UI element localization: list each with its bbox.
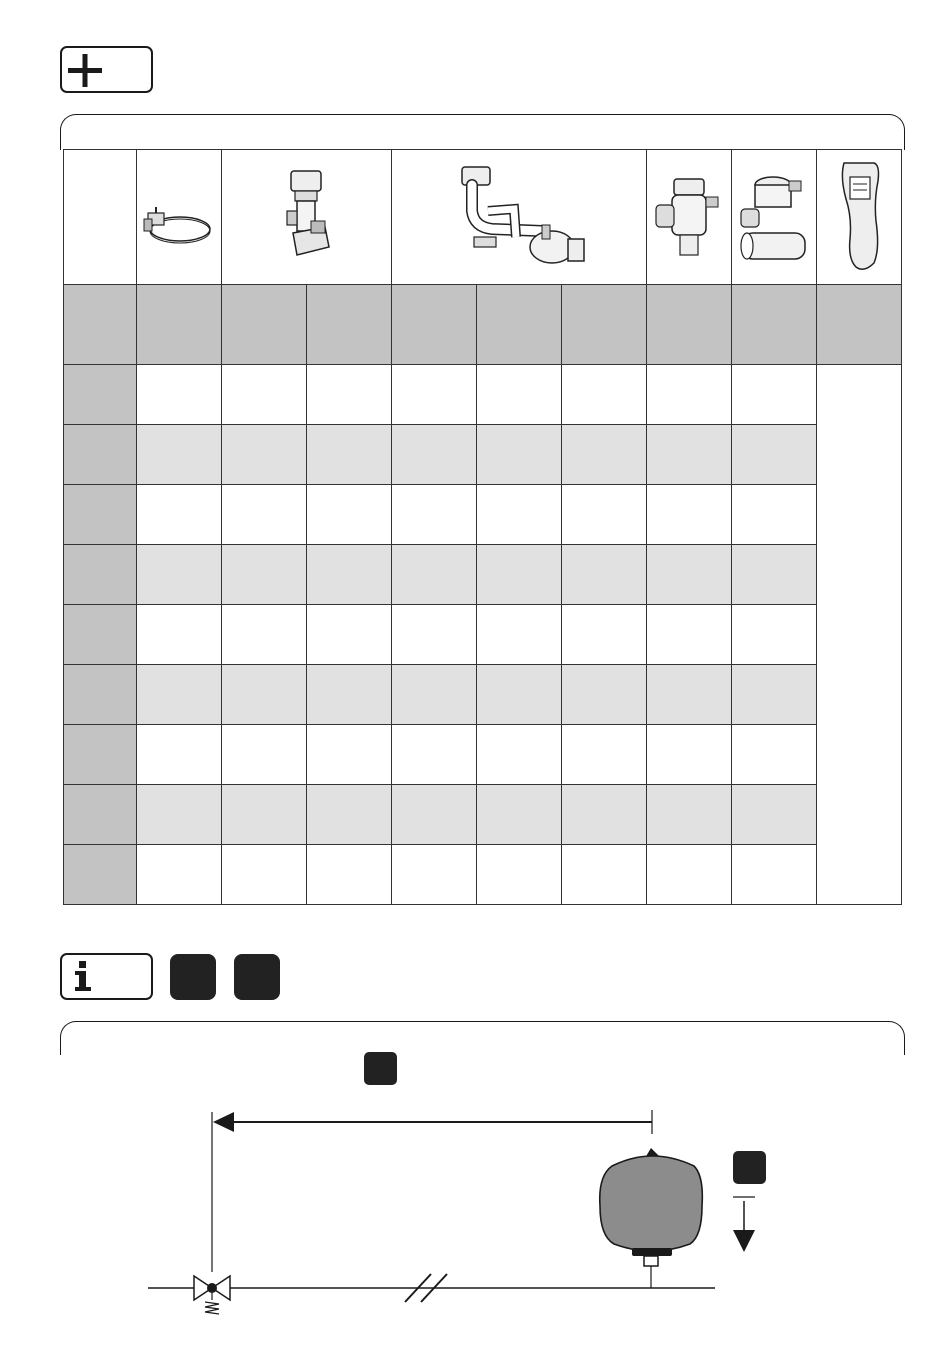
header-cell xyxy=(137,285,222,365)
table-cell xyxy=(392,365,477,425)
pic-cell-pipe-clamp xyxy=(137,150,222,285)
row-label-cell xyxy=(64,365,137,425)
header-cell xyxy=(307,285,392,365)
plus-icon xyxy=(62,48,152,92)
accessories-frame xyxy=(60,114,905,150)
table-cell xyxy=(732,365,817,425)
table-cell xyxy=(392,665,477,725)
header-cell xyxy=(222,285,307,365)
table-cell xyxy=(137,725,222,785)
table-cell xyxy=(477,605,562,665)
table-row xyxy=(64,425,902,485)
table-row xyxy=(64,605,902,665)
table-row xyxy=(64,365,902,425)
table-cell xyxy=(137,665,222,725)
table-cell xyxy=(137,365,222,425)
table-cell xyxy=(562,545,647,605)
info-icon xyxy=(62,955,152,999)
table-cell xyxy=(647,485,732,545)
row-label-cell xyxy=(64,545,137,605)
corner-cell xyxy=(64,150,137,285)
valve-icon xyxy=(194,1276,230,1314)
table-row xyxy=(64,485,902,545)
table-cell xyxy=(137,545,222,605)
table-cell xyxy=(562,725,647,785)
header-cell xyxy=(817,285,902,365)
row-label-cell xyxy=(64,845,137,905)
pipe-connection-kit-icon xyxy=(392,151,646,281)
table-row xyxy=(64,845,902,905)
table-cell xyxy=(307,545,392,605)
table-cell xyxy=(732,545,817,605)
table-cell xyxy=(222,605,307,665)
table-cell xyxy=(307,425,392,485)
row-label-cell xyxy=(64,485,137,545)
table-cell xyxy=(562,845,647,905)
table-cell xyxy=(647,425,732,485)
table-cell xyxy=(477,425,562,485)
table-cell xyxy=(222,365,307,425)
row-label-cell xyxy=(64,605,137,665)
row-label-cell xyxy=(64,425,137,485)
table-cell xyxy=(477,725,562,785)
info-icon-box xyxy=(60,953,153,1000)
table-cell xyxy=(137,425,222,485)
table-cell xyxy=(732,485,817,545)
table-cell xyxy=(562,425,647,485)
table-cell xyxy=(647,365,732,425)
picture-row xyxy=(64,150,902,285)
table-cell xyxy=(392,785,477,845)
table-cell xyxy=(647,785,732,845)
table-cell xyxy=(562,665,647,725)
table-row xyxy=(64,665,902,725)
header-row xyxy=(64,285,902,365)
table-cell xyxy=(137,845,222,905)
table-cell xyxy=(647,845,732,905)
table-cell xyxy=(647,545,732,605)
flow-fitting-icon xyxy=(733,151,815,281)
installation-frame xyxy=(60,1021,905,1055)
table-cell xyxy=(307,725,392,785)
header-cell xyxy=(732,285,817,365)
header-cell xyxy=(477,285,562,365)
table-cell xyxy=(732,785,817,845)
table-row xyxy=(64,725,902,785)
row-label-cell xyxy=(64,665,137,725)
pic-cell-pipe-connection-kit xyxy=(392,150,647,285)
table-cell xyxy=(392,725,477,785)
table-cell xyxy=(477,485,562,545)
table-cell xyxy=(307,485,392,545)
table-cell xyxy=(647,725,732,785)
table-cell xyxy=(137,605,222,665)
pic-cell-angle-valve xyxy=(222,150,392,285)
table-cell xyxy=(222,725,307,785)
table-cell xyxy=(732,605,817,665)
expansion-vessel-icon xyxy=(600,1148,703,1288)
table-cell xyxy=(477,845,562,905)
merged-gauge-cell xyxy=(817,365,902,905)
height-arrow-head xyxy=(733,1230,755,1252)
table-cell xyxy=(307,665,392,725)
table-cell xyxy=(307,365,392,425)
table-cell xyxy=(307,845,392,905)
table-cell xyxy=(222,665,307,725)
header-cell xyxy=(562,285,647,365)
table-cell xyxy=(562,785,647,845)
pressure-gauge-icon xyxy=(818,151,900,281)
table-cell xyxy=(222,425,307,485)
table-cell xyxy=(562,605,647,665)
table-cell xyxy=(392,545,477,605)
row-label-cell xyxy=(64,725,137,785)
table-cell xyxy=(392,605,477,665)
table-cell xyxy=(562,365,647,425)
table-cell xyxy=(732,845,817,905)
step-chip xyxy=(170,954,216,1000)
table-cell xyxy=(477,545,562,605)
step-chip xyxy=(234,954,280,1000)
table-cell xyxy=(392,425,477,485)
distance-arrow-head xyxy=(213,1112,234,1132)
installation-diagram xyxy=(0,1090,950,1330)
table-cell xyxy=(562,485,647,545)
table-cell xyxy=(392,845,477,905)
table-cell xyxy=(732,725,817,785)
table-cell xyxy=(222,485,307,545)
pic-cell-pressure-gauge xyxy=(817,150,902,285)
plus-icon-box xyxy=(60,46,153,93)
cap-valve-icon xyxy=(648,151,730,281)
table-cell xyxy=(307,785,392,845)
pic-cell-cap-valve xyxy=(647,150,732,285)
table-cell xyxy=(647,605,732,665)
table-cell xyxy=(222,785,307,845)
table-cell xyxy=(732,425,817,485)
table-cell xyxy=(477,785,562,845)
table-cell xyxy=(647,665,732,725)
row-label-cell xyxy=(64,785,137,845)
header-cell xyxy=(647,285,732,365)
angle-valve-icon xyxy=(223,151,391,281)
table-cell xyxy=(222,845,307,905)
pipe-clamp-icon xyxy=(138,151,220,281)
header-cell xyxy=(392,285,477,365)
table-row xyxy=(64,545,902,605)
table-cell xyxy=(222,545,307,605)
table-cell xyxy=(392,485,477,545)
table-row xyxy=(64,785,902,845)
table-cell xyxy=(477,665,562,725)
table-cell xyxy=(137,485,222,545)
table-cell xyxy=(307,605,392,665)
distance-marker-chip xyxy=(364,1052,397,1085)
accessories-table xyxy=(63,149,902,905)
table-cell xyxy=(137,785,222,845)
header-cell xyxy=(64,285,137,365)
table-cell xyxy=(732,665,817,725)
table-cell xyxy=(477,365,562,425)
pic-cell-flow-fitting xyxy=(732,150,817,285)
